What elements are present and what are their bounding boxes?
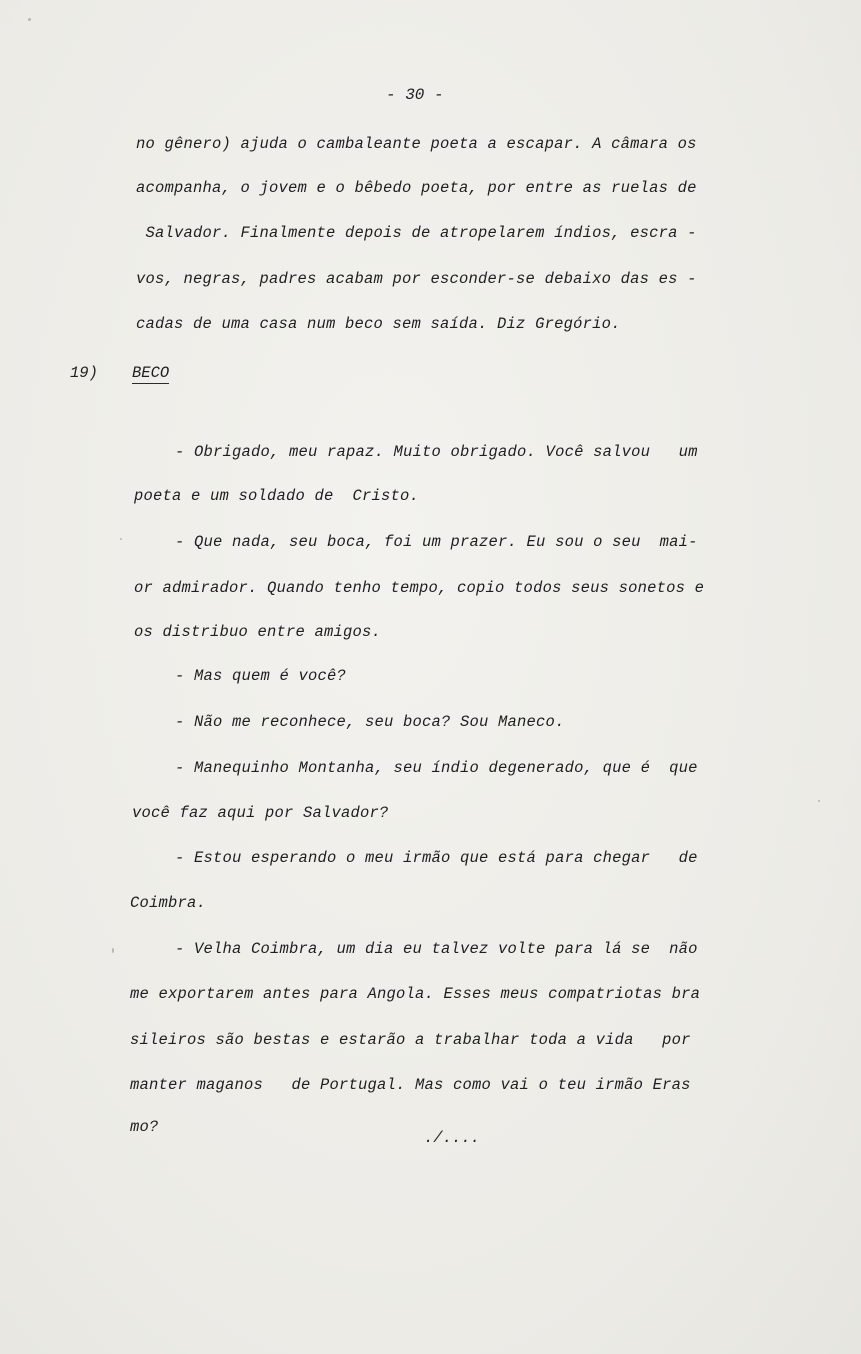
dialogue-line: Coimbra. bbox=[130, 894, 207, 912]
dialogue-line: os distribuo entre amigos. bbox=[134, 623, 382, 641]
dialogue-line: - Manequinho Montanha, seu índio degenerado, que é que bbox=[156, 759, 698, 777]
dialogue-line: sileiros são bestas e estarão a trabalhar toda a vida por bbox=[130, 1031, 691, 1049]
paper-speck bbox=[120, 538, 122, 540]
page-number: - 30 - bbox=[386, 86, 444, 104]
continuation-mark: ./.... bbox=[424, 1129, 480, 1147]
scene-number: 19) bbox=[70, 364, 98, 382]
paper-speck bbox=[28, 18, 31, 21]
dialogue-line: - Que nada, seu boca, foi um prazer. Eu sou o seu mai- bbox=[156, 533, 698, 551]
scene-title: BECO bbox=[132, 364, 170, 382]
paragraph-line: no gênero) ajuda o cambaleante poeta a escapar. A câmara os bbox=[136, 135, 697, 153]
paragraph-line: cadas de uma casa num beco sem saída. Diz Gregório. bbox=[136, 315, 621, 333]
paragraph-line: vos, negras, padres acabam por esconder-se debaixo das es - bbox=[136, 270, 697, 288]
dialogue-line: - Não me reconhece, seu boca? Sou Maneco. bbox=[156, 713, 565, 731]
dialogue-line: mo? bbox=[130, 1118, 159, 1136]
dialogue-line: - Estou esperando o meu irmão que está para chegar de bbox=[156, 849, 698, 867]
dialogue-line: você faz aqui por Salvador? bbox=[132, 804, 389, 822]
dialogue-line: manter maganos de Portugal. Mas como vai o teu irmão Eras bbox=[130, 1076, 691, 1094]
paper-speck bbox=[818, 800, 820, 802]
dialogue-line: or admirador. Quando tenho tempo, copio todos seus sonetos e bbox=[134, 579, 705, 597]
paragraph-line: acompanha, o jovem e o bêbedo poeta, por entre as ruelas de bbox=[136, 179, 697, 197]
dialogue-line: me exportarem antes para Angola. Esses meus compatriotas bra bbox=[130, 985, 701, 1003]
dialogue-line: - Obrigado, meu rapaz. Muito obrigado. Você salvou um bbox=[156, 443, 698, 461]
dialogue-line: - Velha Coimbra, um dia eu talvez volte para lá se não bbox=[156, 940, 698, 958]
paragraph-line: Salvador. Finalmente depois de atropelarem índios, escra - bbox=[136, 224, 697, 242]
dialogue-line: - Mas quem é você? bbox=[156, 667, 347, 685]
paper-speck bbox=[112, 948, 114, 953]
dialogue-line: poeta e um soldado de Cristo. bbox=[134, 487, 420, 505]
